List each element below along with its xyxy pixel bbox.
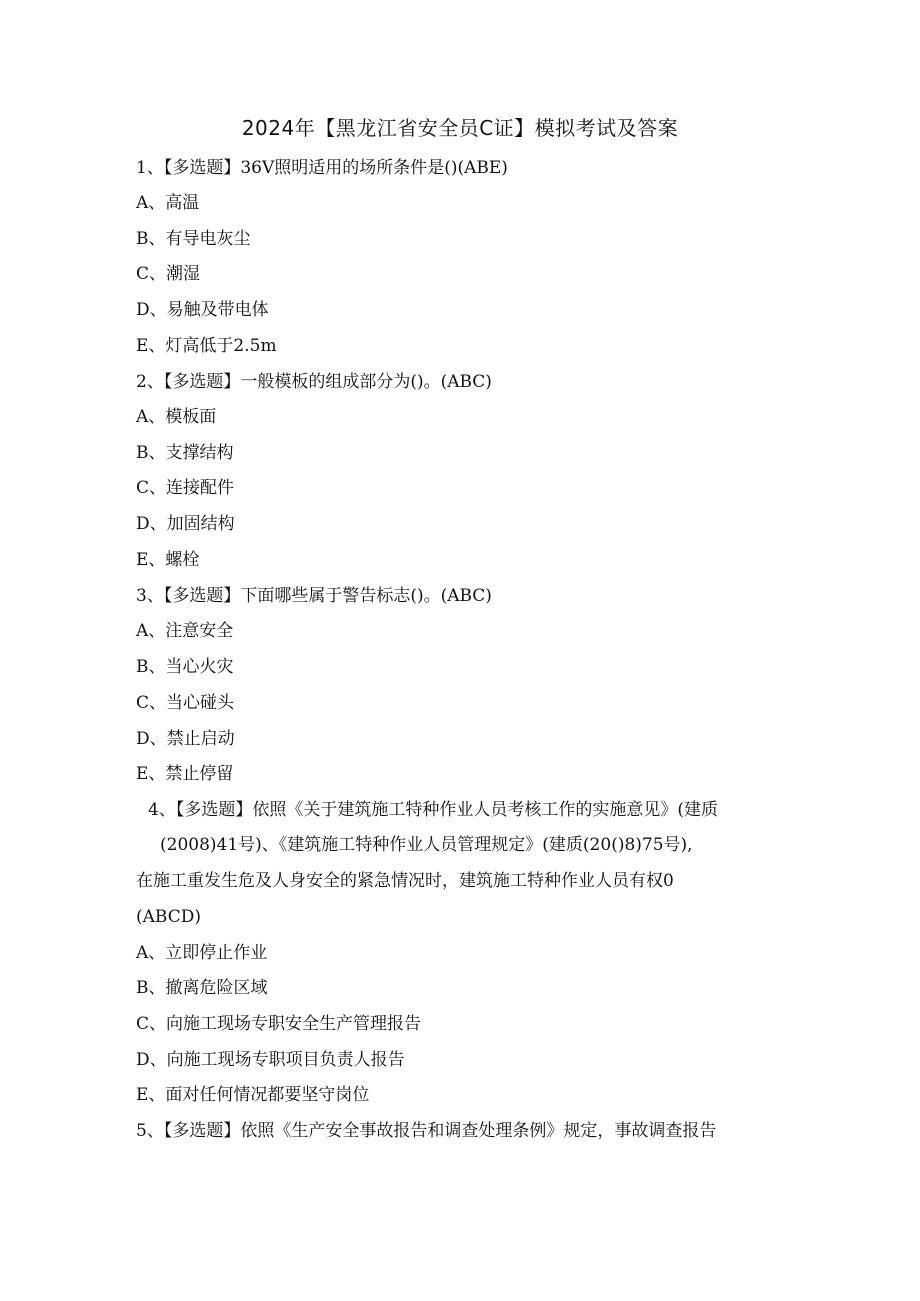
document-title: 2024年【黑龙江省安全员C证】模拟考试及答案	[241, 116, 679, 140]
question-4-stem-line-2: (2008)41号)、《建筑施工特种作业人员管理规定》(建质(20()8)75号),	[160, 835, 693, 855]
question-1-option-a: A、高温	[136, 193, 200, 213]
question-1-stem: 1、【多选题】36V照明适用的场所条件是()(ABE)	[136, 158, 508, 178]
question-4-option-e: E、面对任何情况都要坚守岗位	[136, 1085, 370, 1105]
question-2-option-a: A、模板面	[136, 407, 217, 427]
question-2-option-e: E、螺栓	[136, 550, 200, 570]
question-4-option-b: B、撤离危险区域	[136, 978, 268, 998]
question-3-stem: 3、【多选题】下面哪些属于警告标志()。(ABC)	[136, 586, 492, 606]
question-1-option-c: C、潮湿	[136, 264, 201, 284]
question-1-option-b: B、有导电灰尘	[136, 229, 251, 249]
question-3-option-d: D、禁止启动	[136, 729, 235, 749]
question-3-option-a: A、注意安全	[136, 621, 234, 641]
question-3-option-b: B、当心火灾	[136, 657, 234, 677]
question-2-option-b: B、支撑结构	[136, 443, 234, 463]
question-4-option-d: D、向施工现场专职项目负责人报告	[136, 1050, 405, 1070]
question-4-answer: (ABCD)	[136, 907, 201, 927]
question-3-option-e: E、禁止停留	[136, 764, 234, 784]
question-4-option-a: A、立即停止作业	[136, 943, 268, 963]
question-2-option-d: D、加固结构	[136, 514, 235, 534]
question-2-stem: 2、【多选题】一般模板的组成部分为()。(ABC)	[136, 372, 492, 392]
question-1-option-e: E、灯高低于2.5m	[136, 336, 277, 356]
question-5-stem: 5、【多选题】依照《生产安全事故报告和调查处理条例》规定，事故调查报告	[136, 1121, 717, 1141]
question-1-option-d: D、易触及带电体	[136, 300, 269, 320]
question-4-stem-line-3: 在施工重发生危及人身安全的紧急情况时，建筑施工特种作业人员有权0	[136, 871, 674, 891]
question-3-option-c: C、当心碰头	[136, 693, 235, 713]
question-4-option-c: C、向施工现场专职安全生产管理报告	[136, 1014, 422, 1034]
question-2-option-c: C、连接配件	[136, 478, 235, 498]
question-4-stem-line-1: 4、【多选题】依照《关于建筑施工特种作业人员考核工作的实施意见》(建质	[148, 800, 718, 820]
